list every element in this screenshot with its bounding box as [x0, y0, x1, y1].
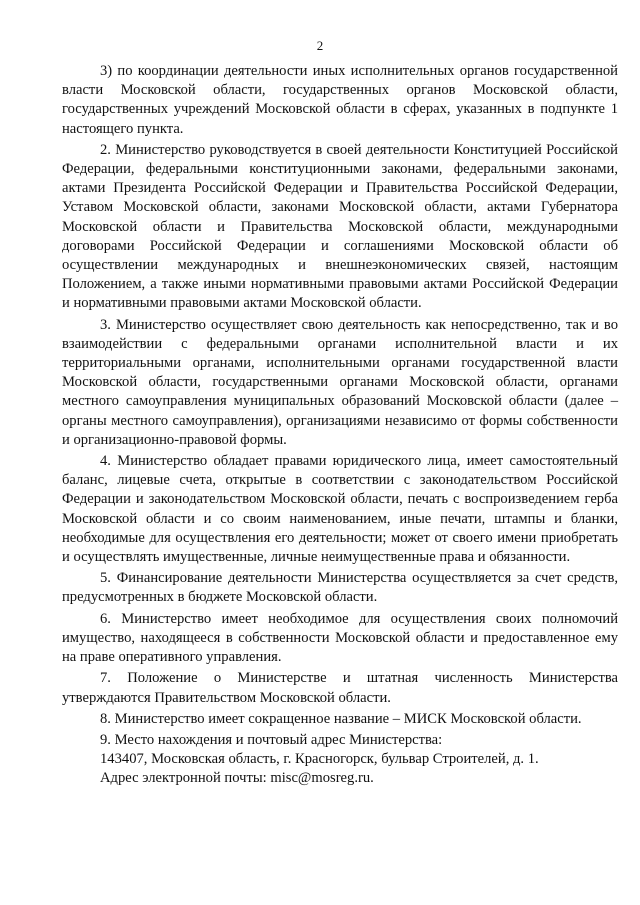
- document-body: [62, 62, 618, 789]
- paragraph-4: 4. Министерство обладает правами юридического лица, имеет самостоятельный баланс, лицевые счета, открытые в соответствии с законодательством Российской Федерации и законодательством Московской области, печать с воспроизведением герба Московской области и со своим наименованием, иные печати, штампы и бланки, необходимые для осуществления его деятельности; может от своего имени приобретать и осуществлять имущественные, личные неимущественные права и обязанности.: [62, 453, 618, 566]
- paragraph-3: 3. Министерство осуществляет свою деятельность как непосредственно, так и во взаимодействии с федеральными органами исполнительной власти и их территориальными органами, исполнительными органами государственной власти Московской области, государственными органами Московской области, органами местного самоуправления муниципальных образований Московской области (далее – органы местного самоуправления), организациями независимо от формы собственности и организационно-правовой формы.: [62, 316, 618, 448]
- paragraph-8: 8. Министерство имеет сокращенное название – МИСК Московской области.: [100, 710, 582, 727]
- page-number: 2: [316, 38, 324, 53]
- paragraph-7: 7. Положение о Министерстве и штатная численность Министерства утверждаются Правительством Московской области.: [62, 670, 618, 706]
- email-address: Адрес электронной почты: misc@mosreg.ru.: [100, 770, 374, 787]
- paragraph-subitem-3: 3) по координации деятельности иных исполнительных органов государственной власти Московской области, государственных органов Московской области, государственных учреждений Московской области в сферах, указанных в подпункте 1 настоящего пункта.: [62, 63, 618, 137]
- address-heading: 9. Место нахождения и почтовый адрес Министерства:: [100, 731, 443, 748]
- postal-address: 143407, Московская область, г. Красногорск, бульвар Строителей, д. 1.: [100, 751, 539, 768]
- paragraph-6: 6. Министерство имеет необходимое для осуществления своих полномочий имущество, находящееся в собственности Московской области и предоставленное ему на праве оперативного управления.: [62, 610, 618, 666]
- paragraph-5: 5. Финансирование деятельности Министерства осуществляется за счет средств, предусмотренных в бюджете Московской области.: [62, 570, 618, 606]
- paragraph-2: 2. Министерство руководствуется в своей деятельности Конституцией Российской Федерации, федеральными конституционными законами, федеральными законами, актами Президента Российской Федерации и Правительства Российской Федерации, Уставом Московской области, законами Московской области, актами Губернатора Московской области и Правительства Московской области, международными договорами Российской Федерации и соглашениями Московской области об осуществлении международных и внешнеэкономических связей, настоящим Положением, а также иными нормативными правовыми актами Российской Федерации и нормативными правовыми актами Московской области.: [62, 141, 618, 312]
